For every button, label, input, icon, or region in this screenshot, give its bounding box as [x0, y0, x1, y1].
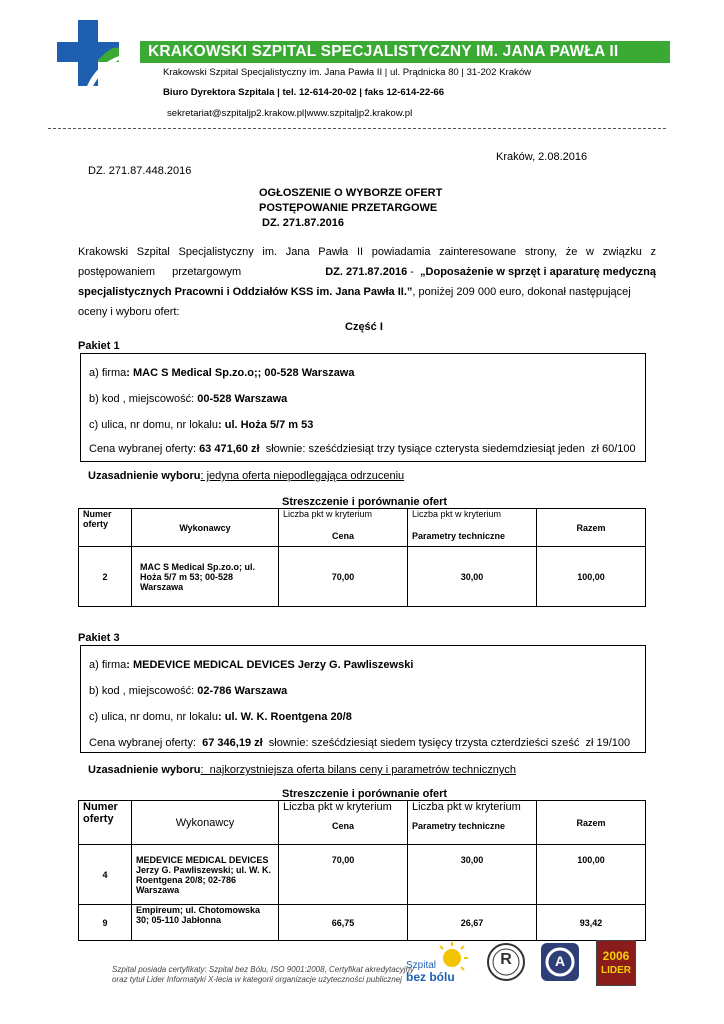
header-divider	[48, 128, 666, 129]
intro-procedure-ref: DZ. 271.87.2016	[325, 266, 408, 278]
package-1-table-title: Streszczenie i porównanie ofert	[282, 496, 448, 508]
package-3-title: Pakiet 3	[78, 632, 120, 644]
intro-subject-cont: specjalistycznych Pracowni i Oddziałów KSS im. Jana Pawła II.”	[78, 286, 413, 298]
intro-subject: „Doposażenie w sprzęt i aparaturę medyczną	[420, 266, 656, 278]
justification-value: : jedyna oferta niepodlegająca odrzuceniu	[200, 470, 405, 482]
header-param	[408, 801, 537, 845]
intro-threshold: , poniżej 209 000 euro, dokonał następującej	[412, 286, 631, 298]
table-row	[79, 845, 646, 905]
cell-numer: 9	[79, 905, 132, 941]
firma-value: : MEDEVICE MEDICAL DEVICES Jerzy G. Pawliszewski	[126, 659, 414, 671]
package-1-firma	[89, 367, 354, 379]
hospital-logo-cross-icon	[57, 20, 119, 86]
logo-lider-year: 2006	[602, 949, 630, 963]
cell-param: 30,00	[408, 845, 537, 905]
lider-informatyki-logo	[596, 940, 636, 986]
ulica-value: : ul. Hoża 5/7 m 53	[218, 419, 314, 431]
header-param	[408, 509, 537, 547]
cell-param: 26,67	[408, 905, 537, 941]
table-header-row	[79, 509, 646, 547]
part-heading: Część I	[345, 321, 383, 333]
cena-label: Cena wybranej oferty:	[89, 443, 200, 455]
iso-certificate-logo	[486, 942, 526, 982]
package-3-ulica	[89, 711, 352, 723]
intro-line-1: Krakowski Szpital Specjalistyczny im. Jana Pawła II powiadamia zainteresowane strony, że w związku z	[78, 246, 656, 258]
package-3-kod	[89, 685, 287, 697]
certificates-note	[112, 965, 414, 985]
cell-wykonawca: MEDEVICE MEDICAL DEVICES Jerzy G. Pawliszewski; ul. W. K. Roentgena 20/8; 02-786 Warszawa	[132, 845, 279, 905]
hospital-name: KRAKOWSKI SZPITAL SPECJALISTYCZNY IM. JANA PAWŁA II	[148, 43, 619, 60]
header-cena	[279, 801, 408, 845]
cell-wykonawca: Empireum; ul. Chotomowska 30; 05-110 Jabłonna	[132, 905, 279, 941]
cell-cena: 70,00	[279, 845, 408, 905]
cell-razem: 100,00	[537, 845, 646, 905]
package-1-justification	[88, 470, 404, 482]
hospital-name-banner	[140, 41, 670, 63]
package-1-cena	[89, 443, 636, 455]
cena-label: Cena wybranej oferty:	[89, 737, 203, 749]
header-kryterium: Liczba pkt w kryterium	[283, 801, 392, 813]
intro-dash: -	[407, 266, 421, 278]
package-3-cena	[89, 737, 630, 749]
package-3-justification	[88, 764, 516, 776]
table-header-row	[79, 801, 646, 845]
certificates-line-1: Szpital posiada certyfikaty: Szpital bez Bólu, ISO 9001:2008, Certyfikat akredytacyjny	[112, 965, 414, 974]
kod-label: b) kod , miejscowość:	[89, 685, 198, 697]
header-cena-label: Cena	[331, 531, 354, 541]
package-1-kod	[89, 393, 287, 405]
cell-razem: 93,42	[537, 905, 646, 941]
package-1-details-box	[80, 353, 646, 462]
contact-line: sekretariat@szpitaljp2.krakow.pl|www.szpitaljp2.krakow.pl	[167, 108, 413, 119]
cell-cena: 66,75	[279, 905, 408, 941]
intro-line-3	[78, 282, 656, 302]
reference-number: DZ. 271.87.448.2016	[88, 165, 192, 177]
cell-numer: 4	[79, 845, 132, 905]
kod-value: 02-786 Warszawa	[197, 685, 288, 697]
header-kryterium: Liczba pkt w kryterium	[412, 801, 521, 813]
intro-line-2	[78, 262, 656, 282]
logo-bez-bolu-text: bez bólu	[406, 970, 455, 984]
announcement-title: OGŁOSZENIE O WYBORZE OFERT	[259, 187, 443, 199]
header-cena-label: Cena	[331, 821, 354, 831]
cell-numer: 2	[79, 547, 132, 607]
ulica-label: c) ulica, nr domu, nr lokalu	[89, 711, 218, 723]
director-line: Biuro Dyrektora Szpitala | tel. 12-614-20-02 | faks 12-614-22-66	[163, 87, 445, 98]
header-kryterium: Liczba pkt w kryterium	[412, 509, 502, 519]
header-wykonawcy: Wykonawcy	[132, 509, 279, 547]
header-numer: Numer oferty	[79, 801, 132, 845]
table-row	[79, 905, 646, 941]
procedure-number: DZ. 271.87.2016	[262, 217, 344, 229]
package-1-title: Pakiet 1	[78, 340, 120, 352]
accreditation-logo	[540, 942, 580, 982]
package-3-firma	[89, 659, 413, 671]
header-kryterium: Liczba pkt w kryterium	[283, 509, 373, 519]
header-param-label: Parametry techniczne	[412, 531, 506, 541]
ulica-value: : ul. W. K. Roentgena 20/8	[218, 711, 352, 723]
cell-razem: 100,00	[537, 547, 646, 607]
address-line: Krakowski Szpital Specjalistyczny im. Jana Pawła II | ul. Prądnicka 80 | 31-202 Kraków	[163, 67, 532, 78]
table-row	[79, 547, 646, 607]
firma-label: a) firma	[89, 659, 127, 671]
kod-value: 00-528 Warszawa	[197, 393, 288, 405]
intro-paragraph	[78, 242, 656, 322]
cena-value: 63 471,60 zł	[199, 443, 260, 455]
cell-cena: 70,00	[279, 547, 408, 607]
package-3-table-title: Streszczenie i porównanie ofert	[282, 788, 448, 800]
package-1-comparison-table	[78, 508, 646, 607]
justification-label: Uzasadnienie wyboru	[88, 470, 201, 482]
kod-label: b) kod , miejscowość:	[89, 393, 198, 405]
logo-lider-text: LIDER	[601, 965, 631, 976]
procedure-title: POSTĘPOWANIE PRZETARGOWE	[259, 202, 438, 214]
logo-szpital-text: Szpital	[406, 960, 437, 971]
logo-r-letter: R	[500, 951, 512, 968]
firma-label: a) firma	[89, 367, 127, 379]
cena-value: 67 346,19 zł	[202, 737, 263, 749]
szpital-bez-bolu-logo	[402, 940, 474, 984]
cena-words: słownie: sześćdziesiąt siedem tysięcy trzysta czterdzieści sześć zł 19/100	[262, 737, 631, 749]
package-1-ulica	[89, 419, 313, 431]
header-razem: Razem	[537, 509, 646, 547]
header-wykonawcy: Wykonawcy	[132, 801, 279, 845]
ulica-label: c) ulica, nr domu, nr lokalu	[89, 419, 218, 431]
header-numer: Numer oferty	[79, 509, 132, 547]
package-3-comparison-table	[78, 800, 646, 941]
intro-line-4: oceny i wyboru ofert:	[78, 306, 180, 318]
certificates-line-2: oraz tytuł Lider Informatyki X-lecia w kategorii organizacje użyteczności publicznej	[112, 975, 402, 984]
place-date: Kraków, 2.08.2016	[496, 151, 588, 163]
header-razem: Razem	[537, 801, 646, 845]
justification-value: : najkorzystniejsza oferta bilans ceny i parametrów technicznych	[200, 764, 516, 776]
intro-text: postępowaniem przetargowym	[78, 266, 242, 278]
header-cena	[279, 509, 408, 547]
package-3-details-box	[80, 645, 646, 753]
logo-a-letter: A	[554, 953, 566, 969]
header-param-label: Parametry techniczne	[412, 821, 506, 831]
cena-words: słownie: sześćdziesiąt trzy tysiące czterysta siedemdziesiąt jeden zł 60/100	[259, 443, 636, 455]
firma-value: : MAC S Medical Sp.zo.o;; 00-528 Warszawa	[126, 367, 355, 379]
cell-param: 30,00	[408, 547, 537, 607]
justification-label: Uzasadnienie wyboru	[88, 764, 201, 776]
cell-wykonawca: MAC S Medical Sp.zo.o; ul. Hoża 5/7 m 53; 00-528 Warszawa	[132, 547, 279, 607]
